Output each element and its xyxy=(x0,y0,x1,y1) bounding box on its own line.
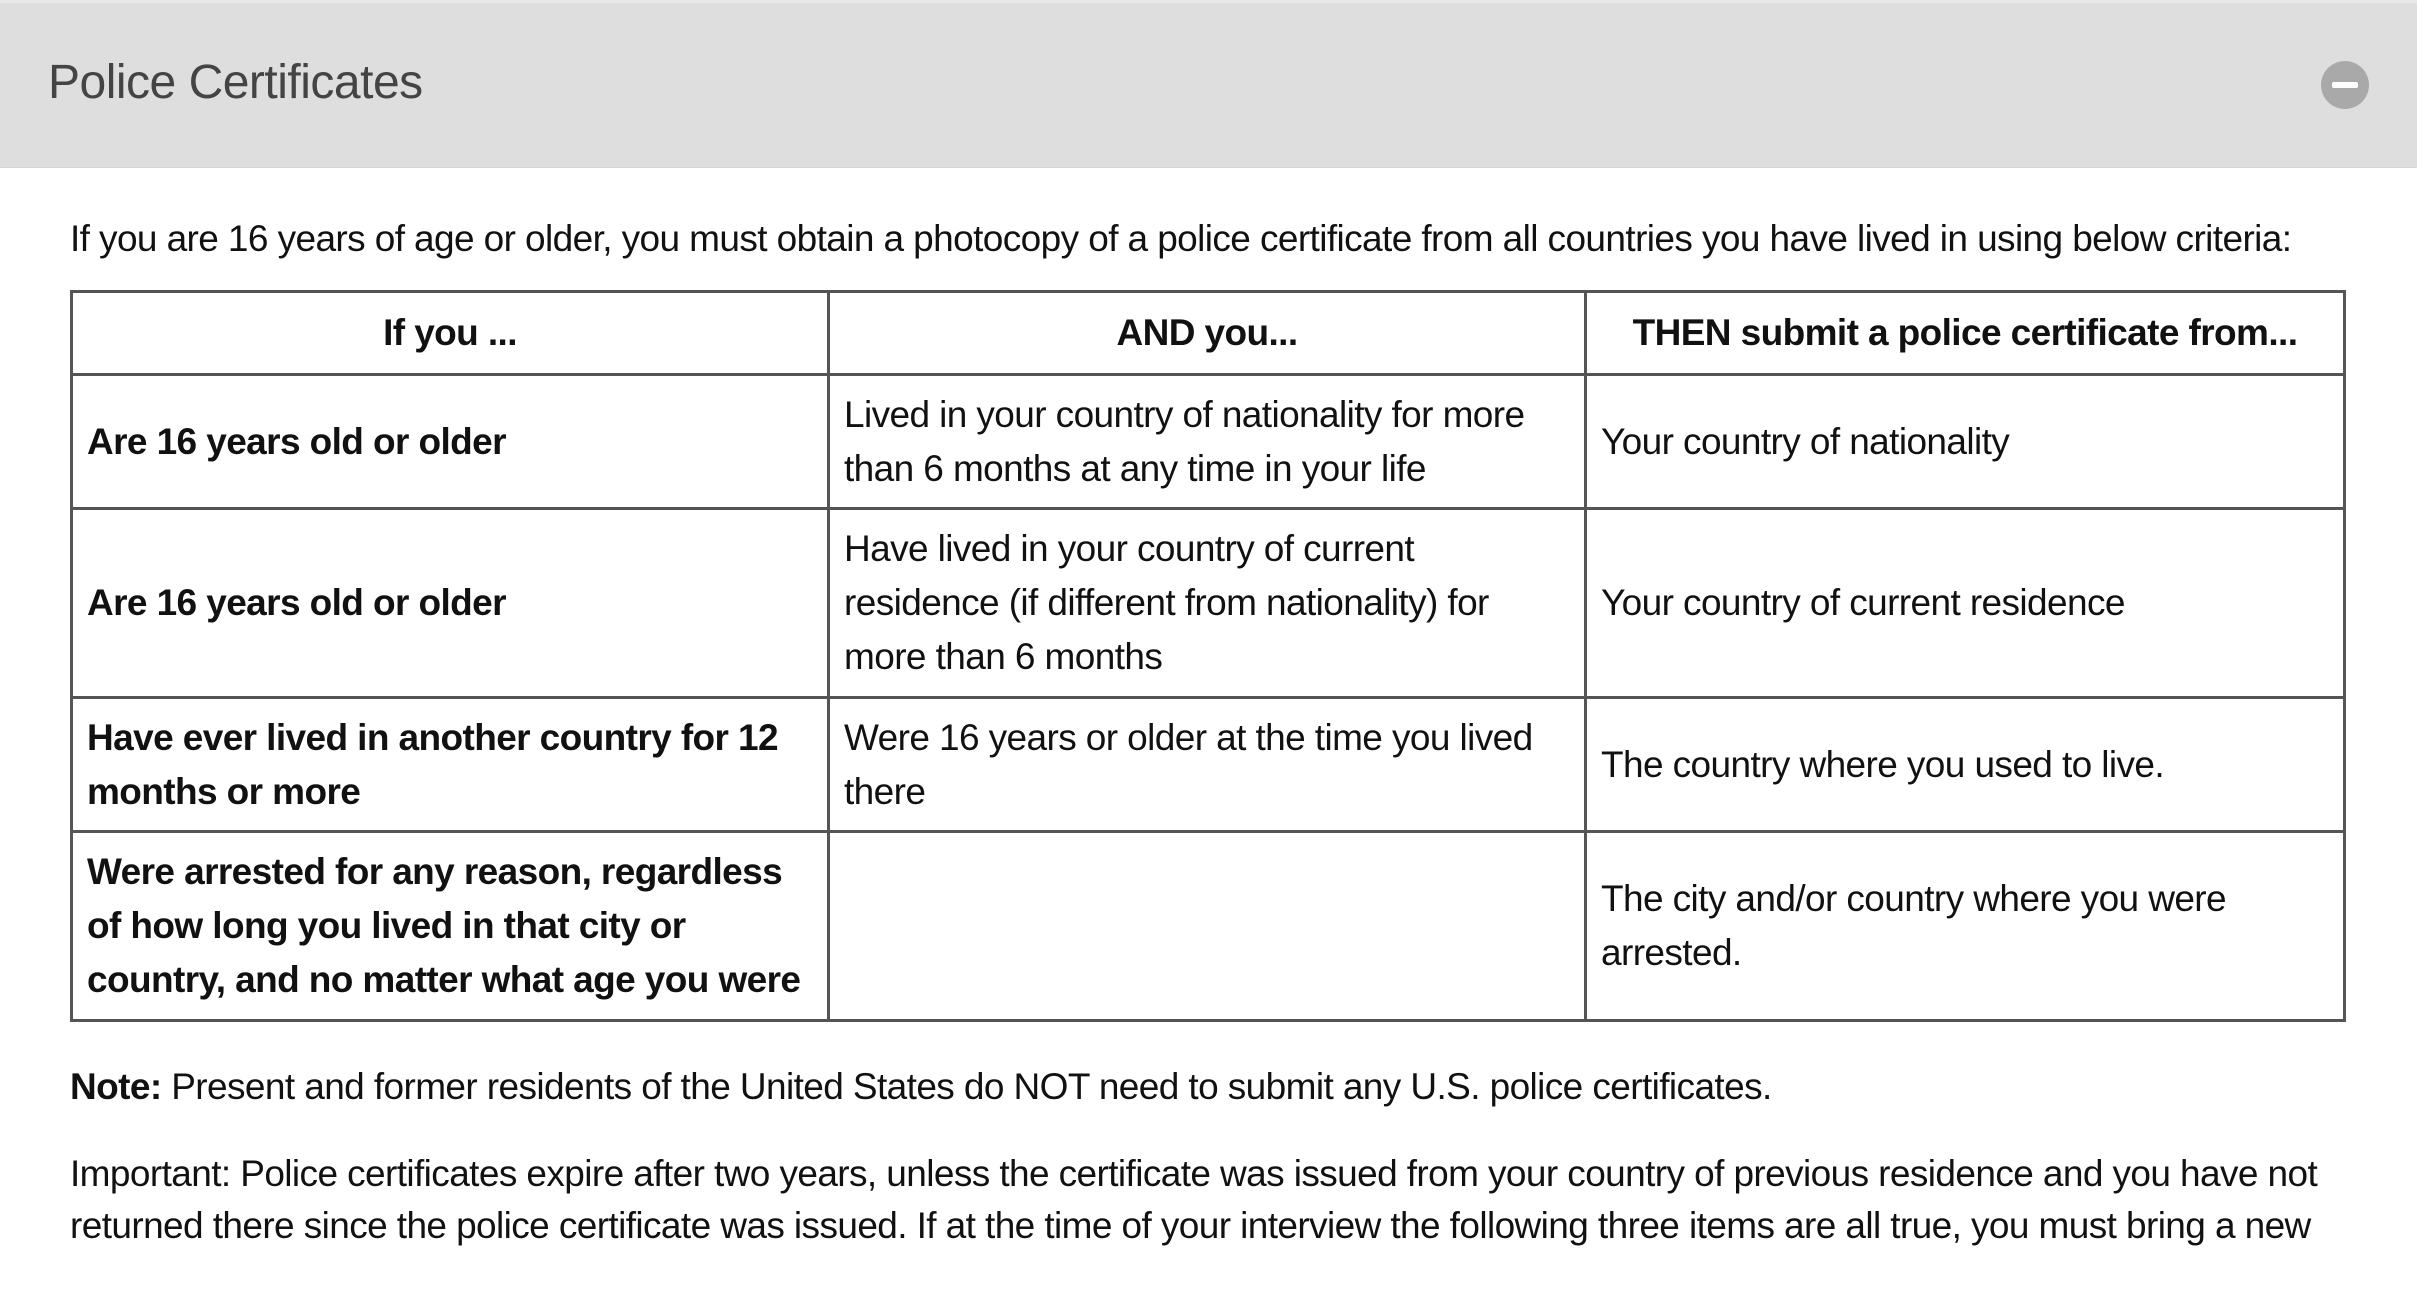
intro-text: If you are 16 years of age or older, you must obtain a photocopy of a police certificate from all countries you have lived in using below criteria: xyxy=(70,218,2292,259)
table-cell: Your country of nationality xyxy=(1586,375,2345,509)
table-cell: The city and/or country where you were arrested. xyxy=(1586,832,2345,1021)
panel-title: Police Certificates xyxy=(48,56,423,109)
table-cell: Were 16 years or older at the time you lived there xyxy=(829,698,1586,832)
table-cell: Your country of current residence xyxy=(1586,509,2345,698)
table-cell: Lived in your country of nationality for more than 6 months at any time in your life xyxy=(829,375,1586,509)
table-row xyxy=(72,375,2345,509)
table-cell: Are 16 years old or older xyxy=(72,509,829,698)
panel-header[interactable] xyxy=(0,3,2417,168)
minus-circle-icon[interactable] xyxy=(2321,61,2369,109)
table-cell: The country where you used to live. xyxy=(1586,698,2345,832)
panel-body xyxy=(70,213,2346,1252)
criteria-table xyxy=(70,290,2346,1022)
table-header-row xyxy=(72,292,2345,375)
note-text: Present and former residents of the United States do NOT need to submit any U.S. police certificates. xyxy=(161,1066,1772,1107)
table-cell: Have lived in your country of current residence (if different from nationality) for more than 6 months xyxy=(829,509,1586,698)
table-cell: Were arrested for any reason, regardless of how long you lived in that city or country, and no matter what age you were xyxy=(72,832,829,1021)
table-cell xyxy=(829,832,1586,1021)
column-header: THEN submit a police certificate from... xyxy=(1586,292,2345,375)
note-label: Note: xyxy=(70,1066,162,1107)
table-row xyxy=(72,698,2345,832)
police-certificates-panel xyxy=(0,3,2417,1292)
table-row xyxy=(72,509,2345,698)
table-row xyxy=(72,832,2345,1021)
table-cell: Have ever lived in another country for 12 months or more xyxy=(72,698,829,832)
note-paragraph xyxy=(70,1060,2346,1114)
column-header: AND you... xyxy=(829,292,1586,375)
important-paragraph: Important: Police certificates expire after two years, unless the certificate was issued from your country of previous residence and you have not returned there since the police certificate was issued. If at the time of your interview the following three items are all true, you must bring a new xyxy=(70,1153,2318,1246)
table-cell: Are 16 years old or older xyxy=(72,375,829,509)
column-header: If you ... xyxy=(72,292,829,375)
